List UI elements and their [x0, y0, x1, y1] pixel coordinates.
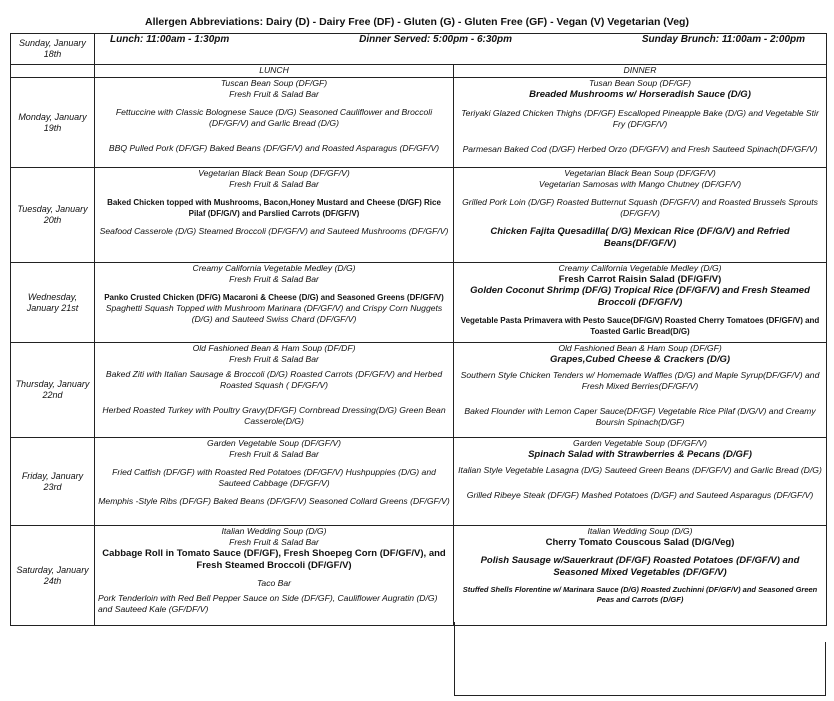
- soup-item: Tuscan Bean Soup (DF/GF): [220, 78, 328, 88]
- entree-item: Panko Crusted Chicken (DF/G) Macaroni & Cheese (D/G) and Seasoned Greens (DF/GF/V): [104, 293, 444, 302]
- entree-item: Chicken Fajita Quesadilla( D/G) Mexican Rice (DF/G/V) and Refried Beans(DF/GF/V): [490, 226, 790, 249]
- day-cell: Thursday, January 22nd: [11, 343, 95, 438]
- entree-item: Golden Coconut Shrimp (DF/G) Tropical Rice (DF/GF/V) and Fresh Steamed Broccoli (DF/GF/V): [470, 285, 810, 308]
- dinner-time: Dinner Served: 5:00pm - 6:30pm: [359, 34, 512, 45]
- lunch-cell: [95, 78, 454, 168]
- entree-item: Memphis -Style Ribs (DF/GF) Baked Beans (DF/GF/V) Seasoned Collard Greens (DF/GF/V): [98, 496, 450, 506]
- entree-item: Baked Ziti with Italian Sausage & Broccoli (D/G) Roasted Carrots (DF/GF/V) and Herbed Roasted Squash ( DF/GF/V): [105, 369, 443, 390]
- lunch-cell: [95, 343, 454, 438]
- salad-bar-item: Fresh Fruit & Salad Bar: [229, 274, 319, 284]
- entree-item: Italian Style Vegetable Lasagna (D/G) Sauteed Green Beans (DF/GF/V) and Garlic Bread (D/G): [458, 464, 822, 475]
- day-cell: Tuesday, January 20th: [11, 168, 95, 263]
- lunch-cell: [95, 438, 454, 526]
- column-header-row: [11, 65, 827, 78]
- entree-item: Southern Style Chicken Tenders w/ Homemade Waffles (D/G) and Maple Syrup(DF/GF/V) and Fresh Mixed Berries(DF/GF/V): [460, 369, 820, 391]
- entree-item: Baked Flounder with Lemon Caper Sauce(DF/GF) Vegetable Rice Pilaf (D/G/V) and Creamy Boursin Spinach(D/GF): [464, 405, 816, 427]
- day-cell: Sunday, January 18th: [11, 34, 95, 65]
- entree-item: Pork Tenderloin with Red Bell Pepper Sauce on Side (DF/GF), Cauliflower Augratin (D/G) and Sauteed Kale (GF/DF/V): [98, 593, 438, 614]
- entree-item: BBQ Pulled Pork (DF/GF) Baked Beans (DF/GF/V) and Roasted Asparagus (DF/GF/V): [108, 143, 440, 153]
- entree-item: Fettuccine with Classic Bolognese Sauce (D/G) Seasoned Cauliflower and Broccoli (DF/GF/V) and Garlic Bread (D/G): [115, 107, 433, 128]
- salad-bar-item: Fresh Fruit & Salad Bar: [229, 449, 319, 459]
- lunch-time: Lunch: 11:00am - 1:30pm: [110, 34, 230, 45]
- entree-item: Stuffed Shells Florentine w/ Marinara Sauce (D/G) Roasted Zuchinni (DF/GF/V) and Seasoned Green Peas and Carrots (D/GF): [462, 585, 818, 604]
- soup-item: Old Fashioned Bean & Ham Soup (DF/GF): [558, 343, 722, 353]
- entree-item: Teriyaki Glazed Chicken Thighs (DF/GF) Escalloped Pineapple Bake (D/G) and Vegetable Stir Fry (DF/GF/V): [461, 107, 819, 129]
- entree-item: Vegetable Pasta Primavera with Pesto Sauce(DF/G/V) Roasted Cherry Tomatoes (DF/GF/V) and Toasted Garlic Bread(D/G): [460, 316, 820, 336]
- lunch-column-header: LUNCH: [95, 65, 454, 78]
- taco-bar-item: Taco Bar: [256, 578, 292, 588]
- soup-item: Vegetarian Black Bean Soup (DF/GF/V): [564, 168, 716, 178]
- entree-item: Parmesan Baked Cod (D/GF) Herbed Orzo (DF/GF/V) and Fresh Sauteed Spinach(DF/GF/V): [462, 143, 818, 154]
- entree-item: Cabbage Roll in Tomato Sauce (DF/GF), Fresh Shoepeg Corn (DF/GF/V), and Fresh Steamed Broccoli (DF/GF/V): [102, 548, 446, 571]
- starter-item: Fresh Carrot Raisin Salad (DF/GF/V): [558, 274, 722, 285]
- allergen-legend-title: Allergen Abbreviations: Dairy (D) - Dairy Free (DF) - Gluten (G) - Gluten Free (GF) - Vegan (V) Vegetarian (Veg): [145, 16, 689, 28]
- salad-bar-item: Fresh Fruit & Salad Bar: [229, 179, 319, 189]
- dinner-cell: [454, 168, 827, 263]
- soup-item: Garden Vegetable Soup (DF/GF/V): [573, 438, 707, 448]
- soup-item: Italian Wedding Soup (D/G): [587, 526, 693, 536]
- entree-item: Grilled Ribeye Steak (DF/GF) Mashed Potatoes (D/GF) and Sauteed Asparagus (DF/GF/V): [466, 489, 814, 500]
- starter-item: Vegetarian Samosas with Mango Chutney (DF/GF/V): [538, 179, 742, 189]
- starter-item: Spinach Salad with Strawberries & Pecans (D/GF): [528, 449, 752, 460]
- day-cell: Friday, January 23rd: [11, 438, 95, 526]
- soup-item: Tusan Bean Soup (DF/GF): [588, 78, 692, 88]
- soup-item: Creamy California Vegetable Medley (D/G): [192, 263, 356, 273]
- salad-bar-item: Fresh Fruit & Salad Bar: [229, 537, 319, 547]
- day-cell: Saturday, January 24th: [11, 526, 95, 626]
- starter-item: Breaded Mushrooms w/ Horseradish Sauce (D/G): [529, 89, 751, 100]
- dinner-cell: [454, 438, 827, 526]
- brunch-time: Sunday Brunch: 11:00am - 2:00pm: [641, 34, 806, 45]
- entree-item: Fried Catfish (DF/GF) with Roasted Red Potatoes (DF/GF/V) Hushpuppies (D/G) and Sauteed Cabbage (DF/GF/V): [112, 467, 436, 488]
- day-row: [11, 168, 827, 263]
- starter-item: Cherry Tomato Couscous Salad (D/G/Veg): [545, 537, 735, 548]
- salad-bar-item: Fresh Fruit & Salad Bar: [229, 89, 319, 99]
- dinner-column-header: DINNER: [454, 65, 827, 78]
- entree-item: Seafood Casserole (D/G) Steamed Broccoli (DF/GF/V) and Sauteed Mushrooms (DF/GF/V): [99, 226, 449, 236]
- day-cell: Monday, January 19th: [11, 78, 95, 168]
- entree-item: Spaghetti Squash Topped with Mushroom Marinara (DF/GF/V) and Crispy Corn Nuggets (D/G) and Sauteed Swiss Chard (DF/GF/V): [105, 303, 443, 324]
- day-row: [11, 78, 827, 168]
- header-row: [11, 34, 827, 65]
- dinner-cell: [454, 78, 827, 168]
- entree-item: Baked Chicken topped with Mushrooms, Bacon,Honey Mustard and Cheese (D/GF) Rice Pilaf (DF/G/V) and Parslied Carrots (DF/GF/V): [107, 198, 441, 218]
- day-row: [11, 438, 827, 526]
- soup-item: Italian Wedding Soup (D/G): [221, 526, 327, 536]
- day-row: [11, 526, 827, 626]
- soup-item: Creamy California Vegetable Medley (D/G): [558, 263, 722, 273]
- entree-item: Grilled Pork Loin (D/GF) Roasted Butternut Squash (DF/GF/V) and Roasted Brussels Sprouts (DF/GF/V): [462, 197, 818, 218]
- entree-item: Polish Sausage w/Sauerkraut (DF/GF) Roasted Potatoes (DF/GF/V) and Seasoned Mixed Vegetables (DF/GF/V): [480, 555, 800, 578]
- soup-item: Garden Vegetable Soup (DF/GF/V): [207, 438, 341, 448]
- soup-item: Vegetarian Black Bean Soup (DF/GF/V): [198, 168, 350, 178]
- day-cell: Wednesday, January 21st: [11, 263, 95, 343]
- dinner-cell: [454, 343, 827, 438]
- salad-bar-item: Fresh Fruit & Salad Bar: [229, 354, 319, 364]
- starter-item: Grapes,Cubed Cheese & Crackers (D/G): [549, 354, 731, 365]
- soup-item: Old Fashioned Bean & Ham Soup (DF/DF): [192, 343, 356, 353]
- lunch-cell: [95, 168, 454, 263]
- column-divider-line: [454, 622, 455, 642]
- dinner-cell: [454, 526, 827, 626]
- day-row: [11, 263, 827, 343]
- lunch-cell: [95, 526, 454, 626]
- weekly-menu-table: [10, 33, 827, 626]
- dinner-cell: [454, 263, 827, 343]
- blank-header-cell: [11, 65, 95, 78]
- meal-times-cell: [95, 34, 827, 65]
- empty-box: [454, 642, 826, 696]
- entree-item: Herbed Roasted Turkey with Poultry Gravy(DF/GF) Cornbread Dressing(D/G) Green Bean Casserole(D/G): [102, 405, 446, 426]
- lunch-cell: [95, 263, 454, 343]
- day-row: [11, 343, 827, 438]
